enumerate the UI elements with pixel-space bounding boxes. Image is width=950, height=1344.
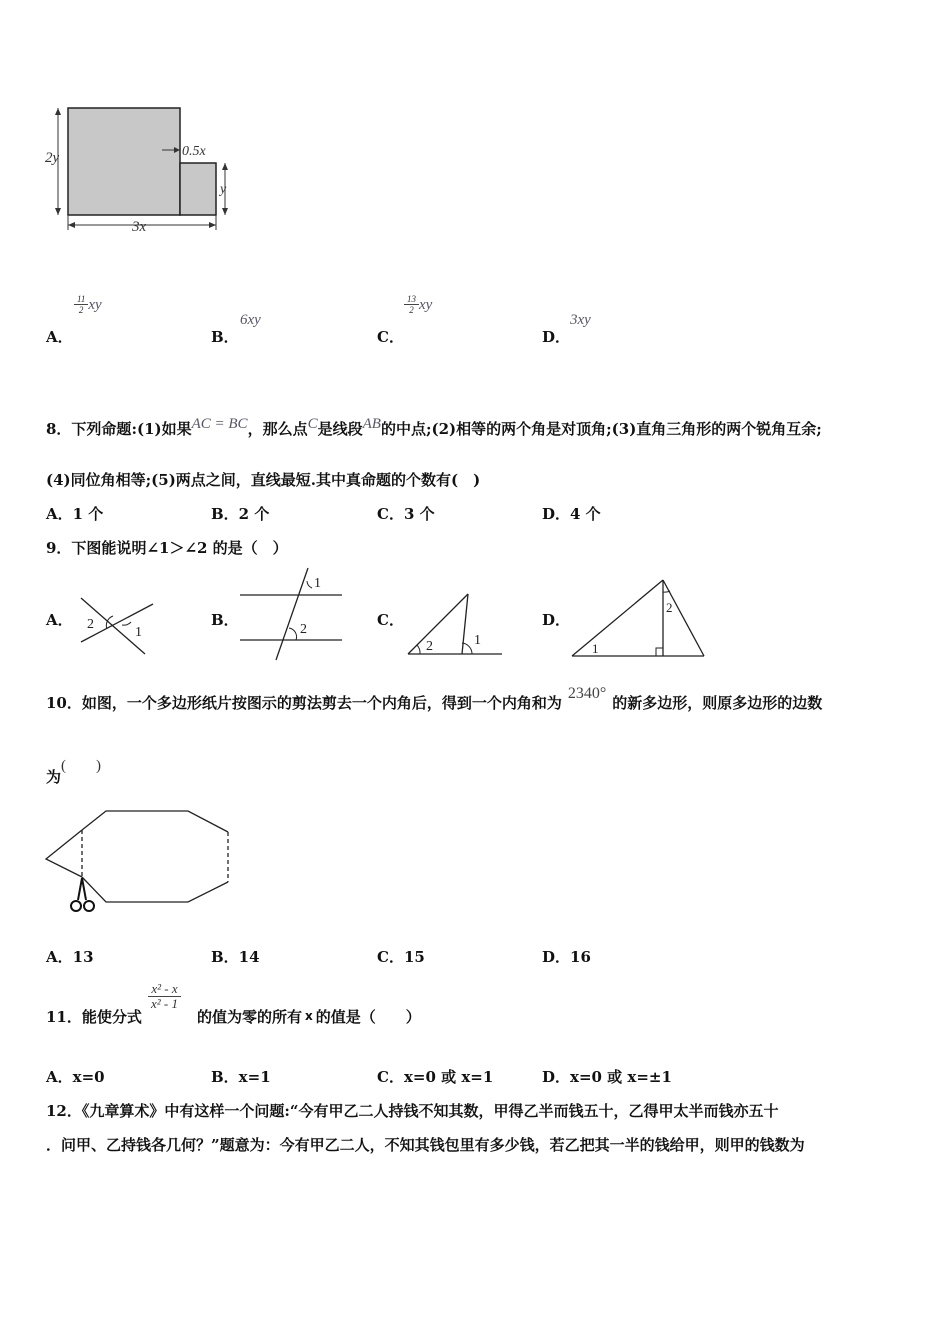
q9-figure-a [75, 590, 160, 660]
q10-option-b[interactable]: B．14 [211, 948, 260, 966]
option-letter: D． [542, 328, 571, 346]
label-3x: 3x [132, 219, 147, 235]
label-2y: 2y [45, 150, 60, 166]
q11-stem-a: 11．能使分式 [46, 1008, 142, 1026]
q9-figure-b [236, 566, 346, 662]
q8-option-b[interactable]: B．2 个 [211, 505, 270, 523]
q8-line-1: 8．下列命题:(1)如果AC = BC，那么点C是线段AB的中点;(2)相等的两个角是对顶角;(3)直角三角形的两个锐角互余; [46, 416, 822, 438]
q7-option-c[interactable] [377, 326, 404, 347]
q10-line-1: 10．如图，一个多边形纸片按图示的剪法剪去一个内角后，得到一个内角和为2340°的新多边形，则原多边形的边数 [46, 685, 823, 712]
q7-figure [40, 100, 240, 240]
q8-option-c[interactable]: C．3 个 [377, 505, 435, 523]
svg-text:1: 1 [314, 576, 321, 591]
scissors-icon [71, 878, 94, 911]
svg-text:2: 2 [300, 622, 307, 637]
q11-option-c[interactable]: C．x=0 或 x=1 [377, 1068, 494, 1086]
q7-option-a-math: $\frac{11}{2}$ xy [74, 294, 102, 315]
q9-option-d[interactable]: D． [542, 611, 571, 629]
svg-text:2: 2 [87, 617, 94, 632]
option-letter: B． [211, 328, 239, 346]
q10-line-2: 为( ) [46, 758, 102, 786]
label-0-5x: 0.5x [182, 144, 206, 159]
q10-polygon-figure [40, 804, 236, 920]
q9-option-b[interactable]: B． [211, 611, 239, 629]
option-letter: C． [377, 328, 404, 346]
q11-option-b[interactable]: B．x=1 [211, 1068, 271, 1086]
q9-figure-c [404, 588, 506, 658]
q9-option-a[interactable]: A． [46, 611, 73, 629]
q7-option-d[interactable] [542, 326, 570, 347]
option-letter: A． [46, 328, 73, 346]
svg-text:2: 2 [666, 600, 673, 615]
q9-option-c[interactable]: C． [377, 611, 404, 629]
q12-line-1: 12．《九章算术》中有这样一个问题:“今有甲乙二人持钱不知其数，甲得乙半而钱五十，乙得甲太半而钱亦五十 [46, 1102, 779, 1120]
svg-text:2: 2 [426, 639, 433, 654]
q10-option-d[interactable]: D．16 [542, 948, 591, 966]
q10-option-a[interactable]: A．13 [46, 948, 94, 966]
q10-option-c[interactable]: C．15 [377, 948, 425, 966]
svg-text:1: 1 [474, 633, 481, 648]
q12-line-2: ．问甲、乙持钱各几何？”题意为：今有甲乙二人，不知其钱包里有多少钱，若乙把其一半的钱给甲，则甲的钱数为 [46, 1136, 805, 1154]
q11-fraction: $\frac{\text{x² - x}}{\text{x² - 1}}$ [148, 982, 181, 1011]
q7-option-a[interactable] [46, 326, 73, 347]
q7-option-d-math: 3xy [570, 312, 591, 328]
q11-option-a[interactable]: A．x=0 [46, 1068, 105, 1086]
q8-option-a[interactable]: A．1 个 [46, 505, 104, 523]
q8-line-2: (4)同位角相等;(5)两点之间，直线最短.其中真命题的个数有( ) [46, 471, 481, 489]
q11-stem-b: 的值为零的所有 x 的值是（ ） [197, 1008, 421, 1026]
q7-option-b[interactable] [211, 326, 239, 347]
svg-text:1: 1 [592, 641, 599, 656]
svg-text:1: 1 [135, 625, 142, 640]
q7-option-c-math: $\frac{13}{2}$ xy [404, 294, 432, 315]
q9-figure-d [568, 576, 710, 660]
q9-stem: 9．下图能说明∠1＞∠2 的是（ ） [46, 539, 288, 557]
q7-option-b-math: 6xy [240, 312, 261, 328]
label-y: y [220, 182, 227, 197]
q8-option-d[interactable]: D．4 个 [542, 505, 601, 523]
q11-option-d[interactable]: D．x=0 或 x=±1 [542, 1068, 672, 1086]
